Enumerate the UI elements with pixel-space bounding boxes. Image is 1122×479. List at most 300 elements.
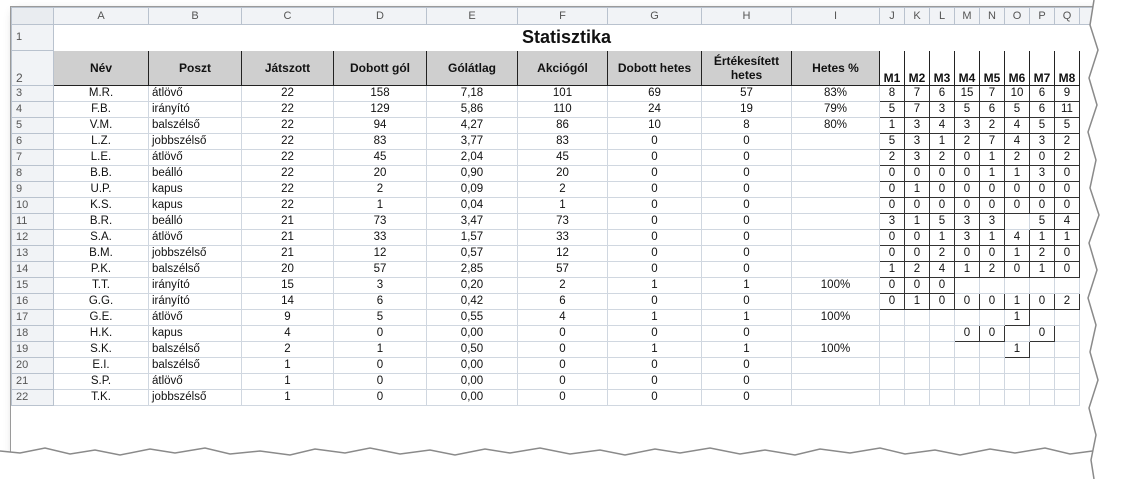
cell-scored[interactable]: 0 bbox=[702, 262, 792, 278]
cell-match[interactable]: 5 bbox=[1030, 214, 1055, 230]
cell-match[interactable] bbox=[880, 310, 905, 326]
cell-match[interactable] bbox=[1005, 326, 1030, 342]
cell-goals[interactable]: 94 bbox=[334, 118, 427, 134]
row-header[interactable]: 2 bbox=[12, 51, 54, 86]
cell-match[interactable]: 0 bbox=[980, 326, 1005, 342]
cell-name[interactable]: G.G. bbox=[54, 294, 149, 310]
cell-match[interactable]: 2 bbox=[930, 246, 955, 262]
cell-pos[interactable]: jobbszélső bbox=[149, 246, 242, 262]
cell-avg[interactable]: 0,00 bbox=[427, 374, 518, 390]
cell-match[interactable] bbox=[1030, 374, 1055, 390]
cell-match[interactable] bbox=[1055, 342, 1080, 358]
cell-avg[interactable]: 0,20 bbox=[427, 278, 518, 294]
cell-match[interactable]: 0 bbox=[1055, 166, 1080, 182]
cell-pct[interactable] bbox=[792, 246, 880, 262]
cell-name[interactable]: T.K. bbox=[54, 390, 149, 406]
cell-match[interactable]: 1 bbox=[905, 214, 930, 230]
column-header[interactable]: I bbox=[792, 8, 880, 25]
cell-pct[interactable]: 100% bbox=[792, 310, 880, 326]
row-header[interactable]: 11 bbox=[12, 214, 54, 230]
cell-match[interactable] bbox=[880, 390, 905, 406]
cell-match[interactable] bbox=[980, 342, 1005, 358]
cell-scored[interactable]: 0 bbox=[702, 182, 792, 198]
column-header[interactable] bbox=[1080, 8, 1101, 25]
cell-match[interactable] bbox=[905, 342, 930, 358]
cell-match[interactable]: 0 bbox=[980, 182, 1005, 198]
cell-scored[interactable]: 0 bbox=[702, 166, 792, 182]
cell-match[interactable]: 2 bbox=[905, 262, 930, 278]
cell-pct[interactable]: 100% bbox=[792, 342, 880, 358]
cell-played[interactable]: 21 bbox=[242, 246, 334, 262]
cell-match[interactable]: 1 bbox=[1005, 342, 1030, 358]
row-header[interactable]: 5 bbox=[12, 118, 54, 134]
cell-match[interactable] bbox=[1030, 310, 1055, 326]
cell-match[interactable] bbox=[955, 342, 980, 358]
column-header[interactable]: J bbox=[880, 8, 905, 25]
cell-pos[interactable]: balszélső bbox=[149, 262, 242, 278]
cell-scored[interactable]: 8 bbox=[702, 118, 792, 134]
cell-match[interactable]: 4 bbox=[930, 262, 955, 278]
cell-match[interactable]: 2 bbox=[980, 262, 1005, 278]
cell-avg[interactable]: 0,57 bbox=[427, 246, 518, 262]
column-title[interactable]: Név bbox=[54, 51, 149, 86]
cell-match[interactable] bbox=[1055, 278, 1080, 294]
match-column-title[interactable]: M4 bbox=[955, 51, 980, 86]
cell-match[interactable] bbox=[1055, 374, 1080, 390]
cell-avg[interactable]: 0,00 bbox=[427, 358, 518, 374]
cell-played[interactable]: 22 bbox=[242, 166, 334, 182]
cell-avg[interactable]: 0,00 bbox=[427, 390, 518, 406]
row-header[interactable]: 10 bbox=[12, 198, 54, 214]
cell-match[interactable]: 0 bbox=[1030, 326, 1055, 342]
cell-pen[interactable]: 0 bbox=[608, 214, 702, 230]
cell-match[interactable]: 1 bbox=[980, 166, 1005, 182]
cell-goals[interactable]: 20 bbox=[334, 166, 427, 182]
cell-avg[interactable]: 0,55 bbox=[427, 310, 518, 326]
cell-pos[interactable]: átlövő bbox=[149, 310, 242, 326]
cell-goals[interactable]: 33 bbox=[334, 230, 427, 246]
cell-played[interactable]: 21 bbox=[242, 230, 334, 246]
cell-match[interactable]: 3 bbox=[1030, 166, 1055, 182]
cell-action[interactable]: 101 bbox=[518, 86, 608, 102]
cell-match[interactable]: 0 bbox=[1055, 182, 1080, 198]
cell-match[interactable]: 1 bbox=[880, 118, 905, 134]
row-header[interactable]: 16 bbox=[12, 294, 54, 310]
cell-match[interactable] bbox=[905, 326, 930, 342]
cell-pct[interactable]: 100% bbox=[792, 278, 880, 294]
cell-pen[interactable]: 0 bbox=[608, 358, 702, 374]
cell-match[interactable]: 15 bbox=[955, 86, 980, 102]
cell-avg[interactable]: 0,09 bbox=[427, 182, 518, 198]
cell-avg[interactable]: 5,86 bbox=[427, 102, 518, 118]
cell-match[interactable]: 0 bbox=[930, 182, 955, 198]
cell-match[interactable]: 0 bbox=[955, 326, 980, 342]
cell-played[interactable]: 22 bbox=[242, 86, 334, 102]
cell-pen[interactable]: 69 bbox=[608, 86, 702, 102]
cell-match[interactable] bbox=[980, 310, 1005, 326]
cell-match[interactable]: 0 bbox=[1005, 182, 1030, 198]
cell-match[interactable]: 3 bbox=[955, 214, 980, 230]
cell-pct[interactable]: 83% bbox=[792, 86, 880, 102]
cell-name[interactable]: T.T. bbox=[54, 278, 149, 294]
sheet-title[interactable]: Statisztika bbox=[54, 25, 1080, 51]
cell-goals[interactable]: 0 bbox=[334, 374, 427, 390]
cell-scored[interactable]: 1 bbox=[702, 278, 792, 294]
cell-match[interactable]: 0 bbox=[1030, 198, 1055, 214]
row-header[interactable]: 19 bbox=[12, 342, 54, 358]
cell-scored[interactable]: 57 bbox=[702, 86, 792, 102]
cell-match[interactable]: 6 bbox=[1030, 102, 1055, 118]
cell-name[interactable]: K.S. bbox=[54, 198, 149, 214]
row-header[interactable]: 21 bbox=[12, 374, 54, 390]
cell-match[interactable] bbox=[980, 374, 1005, 390]
cell-goals[interactable]: 83 bbox=[334, 134, 427, 150]
cell-match[interactable]: 0 bbox=[880, 198, 905, 214]
cell-pen[interactable]: 0 bbox=[608, 246, 702, 262]
cell-action[interactable]: 2 bbox=[518, 278, 608, 294]
cell-match[interactable] bbox=[930, 342, 955, 358]
cell-avg[interactable]: 7,18 bbox=[427, 86, 518, 102]
cell-played[interactable]: 21 bbox=[242, 214, 334, 230]
cell-pos[interactable]: átlövő bbox=[149, 150, 242, 166]
cell-match[interactable]: 3 bbox=[880, 214, 905, 230]
cell-pos[interactable]: beálló bbox=[149, 166, 242, 182]
cell-scored[interactable]: 0 bbox=[702, 150, 792, 166]
cell-match[interactable]: 0 bbox=[1005, 262, 1030, 278]
cell-match[interactable]: 7 bbox=[980, 86, 1005, 102]
cell-action[interactable]: 57 bbox=[518, 262, 608, 278]
cell-action[interactable]: 1 bbox=[518, 198, 608, 214]
cell-match[interactable]: 0 bbox=[930, 198, 955, 214]
cell-match[interactable]: 5 bbox=[930, 214, 955, 230]
cell-pen[interactable]: 0 bbox=[608, 166, 702, 182]
cell-scored[interactable]: 0 bbox=[702, 134, 792, 150]
cell-name[interactable]: L.E. bbox=[54, 150, 149, 166]
cell-name[interactable]: B.B. bbox=[54, 166, 149, 182]
cell-match[interactable]: 3 bbox=[930, 102, 955, 118]
row-header[interactable]: 7 bbox=[12, 150, 54, 166]
cell-scored[interactable]: 1 bbox=[702, 342, 792, 358]
cell-avg[interactable]: 2,85 bbox=[427, 262, 518, 278]
cell-scored[interactable]: 0 bbox=[702, 390, 792, 406]
cell-scored[interactable]: 1 bbox=[702, 310, 792, 326]
cell-match[interactable] bbox=[1005, 214, 1030, 230]
cell-played[interactable]: 22 bbox=[242, 198, 334, 214]
cell-pos[interactable]: balszélső bbox=[149, 118, 242, 134]
cell-match[interactable]: 3 bbox=[1030, 134, 1055, 150]
column-title[interactable]: Hetes % bbox=[792, 51, 880, 86]
column-header[interactable]: D bbox=[334, 8, 427, 25]
row-header[interactable]: 3 bbox=[12, 86, 54, 102]
cell-match[interactable]: 0 bbox=[880, 166, 905, 182]
cell-goals[interactable]: 1 bbox=[334, 342, 427, 358]
cell-pos[interactable]: átlövő bbox=[149, 230, 242, 246]
cell-played[interactable]: 22 bbox=[242, 150, 334, 166]
cell-match[interactable] bbox=[930, 390, 955, 406]
cell-match[interactable] bbox=[955, 358, 980, 374]
cell-match[interactable]: 0 bbox=[955, 166, 980, 182]
cell-pen[interactable]: 0 bbox=[608, 390, 702, 406]
cell-match[interactable]: 0 bbox=[980, 246, 1005, 262]
cell-goals[interactable]: 0 bbox=[334, 326, 427, 342]
cell-pct[interactable] bbox=[792, 326, 880, 342]
cell-played[interactable]: 1 bbox=[242, 390, 334, 406]
row-header[interactable]: 12 bbox=[12, 230, 54, 246]
cell-match[interactable]: 3 bbox=[905, 150, 930, 166]
cell-goals[interactable]: 0 bbox=[334, 358, 427, 374]
cell-match[interactable]: 10 bbox=[1005, 86, 1030, 102]
column-header[interactable]: N bbox=[980, 8, 1005, 25]
cell-match[interactable]: 1 bbox=[880, 262, 905, 278]
cell-scored[interactable]: 19 bbox=[702, 102, 792, 118]
column-header[interactable]: H bbox=[702, 8, 792, 25]
cell-pos[interactable]: irányító bbox=[149, 278, 242, 294]
cell-action[interactable]: 0 bbox=[518, 358, 608, 374]
column-title[interactable]: Dobott hetes bbox=[608, 51, 702, 86]
cell-name[interactable]: S.K. bbox=[54, 342, 149, 358]
cell-match[interactable] bbox=[930, 374, 955, 390]
cell-action[interactable]: 12 bbox=[518, 246, 608, 262]
cell-match[interactable] bbox=[980, 358, 1005, 374]
cell-match[interactable] bbox=[955, 278, 980, 294]
cell-played[interactable]: 22 bbox=[242, 182, 334, 198]
match-column-title[interactable]: M1 bbox=[880, 51, 905, 86]
cell-pen[interactable]: 1 bbox=[608, 278, 702, 294]
row-header[interactable]: 18 bbox=[12, 326, 54, 342]
cell-pct[interactable] bbox=[792, 390, 880, 406]
cell-action[interactable]: 83 bbox=[518, 134, 608, 150]
cell-match[interactable]: 1 bbox=[1005, 246, 1030, 262]
cell-match[interactable]: 0 bbox=[1030, 294, 1055, 310]
cell-played[interactable]: 9 bbox=[242, 310, 334, 326]
cell-match[interactable] bbox=[930, 326, 955, 342]
cell-match[interactable]: 1 bbox=[980, 150, 1005, 166]
cell-pen[interactable]: 0 bbox=[608, 230, 702, 246]
column-title[interactable]: Játszott bbox=[242, 51, 334, 86]
cell-action[interactable]: 0 bbox=[518, 342, 608, 358]
cell-action[interactable]: 4 bbox=[518, 310, 608, 326]
cell-avg[interactable]: 0,90 bbox=[427, 166, 518, 182]
cell-name[interactable]: H.K. bbox=[54, 326, 149, 342]
column-header[interactable]: M bbox=[955, 8, 980, 25]
cell-match[interactable]: 0 bbox=[905, 198, 930, 214]
row-header[interactable]: 9 bbox=[12, 182, 54, 198]
cell-match[interactable]: 0 bbox=[1030, 150, 1055, 166]
match-column-title[interactable]: M3 bbox=[930, 51, 955, 86]
cell-action[interactable]: 2 bbox=[518, 182, 608, 198]
cell-name[interactable]: S.P. bbox=[54, 374, 149, 390]
cell-name[interactable]: L.Z. bbox=[54, 134, 149, 150]
cell-played[interactable]: 22 bbox=[242, 102, 334, 118]
cell-match[interactable] bbox=[1055, 358, 1080, 374]
column-header[interactable]: K bbox=[905, 8, 930, 25]
cell-match[interactable]: 2 bbox=[1005, 150, 1030, 166]
row-header[interactable]: 6 bbox=[12, 134, 54, 150]
cell-played[interactable]: 2 bbox=[242, 342, 334, 358]
cell-match[interactable] bbox=[880, 342, 905, 358]
column-header[interactable]: P bbox=[1030, 8, 1055, 25]
cell-match[interactable]: 0 bbox=[955, 294, 980, 310]
cell-scored[interactable]: 0 bbox=[702, 294, 792, 310]
cell-pct[interactable] bbox=[792, 262, 880, 278]
cell-match[interactable]: 1 bbox=[955, 262, 980, 278]
cell-match[interactable] bbox=[1030, 358, 1055, 374]
column-header[interactable]: L bbox=[930, 8, 955, 25]
cell-match[interactable] bbox=[980, 390, 1005, 406]
cell-pct[interactable] bbox=[792, 182, 880, 198]
row-header[interactable]: 22 bbox=[12, 390, 54, 406]
cell-match[interactable]: 1 bbox=[905, 182, 930, 198]
cell-match[interactable] bbox=[955, 390, 980, 406]
cell-match[interactable] bbox=[880, 326, 905, 342]
column-title[interactable]: Gólátlag bbox=[427, 51, 518, 86]
cell-played[interactable]: 1 bbox=[242, 374, 334, 390]
cell-goals[interactable]: 1 bbox=[334, 198, 427, 214]
cell-match[interactable]: 9 bbox=[1055, 86, 1080, 102]
cell-goals[interactable]: 6 bbox=[334, 294, 427, 310]
column-header[interactable]: A bbox=[54, 8, 149, 25]
cell-match[interactable]: 4 bbox=[930, 118, 955, 134]
cell-match[interactable] bbox=[905, 358, 930, 374]
cell-pos[interactable]: átlövő bbox=[149, 86, 242, 102]
cell-name[interactable]: U.P. bbox=[54, 182, 149, 198]
cell-pos[interactable]: jobbszélső bbox=[149, 134, 242, 150]
cell-goals[interactable]: 3 bbox=[334, 278, 427, 294]
cell-match[interactable]: 0 bbox=[880, 246, 905, 262]
cell-match[interactable] bbox=[905, 390, 930, 406]
cell-scored[interactable]: 0 bbox=[702, 374, 792, 390]
cell-match[interactable]: 0 bbox=[1055, 262, 1080, 278]
cell-scored[interactable]: 0 bbox=[702, 230, 792, 246]
cell-pos[interactable]: kapus bbox=[149, 182, 242, 198]
cell-match[interactable] bbox=[1055, 390, 1080, 406]
cell-match[interactable] bbox=[1055, 326, 1080, 342]
cell-match[interactable]: 0 bbox=[905, 230, 930, 246]
cell-match[interactable]: 0 bbox=[880, 182, 905, 198]
cell-match[interactable]: 0 bbox=[1005, 198, 1030, 214]
cell-match[interactable] bbox=[1005, 390, 1030, 406]
cell-avg[interactable]: 0,00 bbox=[427, 326, 518, 342]
cell-avg[interactable]: 0,50 bbox=[427, 342, 518, 358]
cell-avg[interactable]: 2,04 bbox=[427, 150, 518, 166]
cell-action[interactable]: 73 bbox=[518, 214, 608, 230]
cell-match[interactable]: 0 bbox=[955, 182, 980, 198]
cell-match[interactable]: 6 bbox=[930, 86, 955, 102]
cell-played[interactable]: 1 bbox=[242, 358, 334, 374]
cell-pct[interactable]: 80% bbox=[792, 118, 880, 134]
cell-match[interactable]: 4 bbox=[1005, 118, 1030, 134]
cell-pct[interactable] bbox=[792, 150, 880, 166]
cell-goals[interactable]: 57 bbox=[334, 262, 427, 278]
cell-match[interactable]: 0 bbox=[1030, 182, 1055, 198]
cell-match[interactable] bbox=[1030, 278, 1055, 294]
cell-match[interactable]: 0 bbox=[880, 294, 905, 310]
cell-match[interactable]: 8 bbox=[880, 86, 905, 102]
cell-pos[interactable]: kapus bbox=[149, 326, 242, 342]
cell-match[interactable] bbox=[955, 374, 980, 390]
cell-avg[interactable]: 0,04 bbox=[427, 198, 518, 214]
row-header[interactable]: 15 bbox=[12, 278, 54, 294]
cell-match[interactable]: 0 bbox=[905, 278, 930, 294]
cell-name[interactable]: B.R. bbox=[54, 214, 149, 230]
cell-match[interactable]: 1 bbox=[1005, 294, 1030, 310]
cell-match[interactable]: 2 bbox=[1055, 294, 1080, 310]
cell-played[interactable]: 15 bbox=[242, 278, 334, 294]
cell-match[interactable]: 1 bbox=[980, 230, 1005, 246]
cell-match[interactable] bbox=[1030, 390, 1055, 406]
cell-match[interactable]: 1 bbox=[1055, 230, 1080, 246]
cell-action[interactable]: 86 bbox=[518, 118, 608, 134]
select-all-corner[interactable] bbox=[12, 8, 54, 25]
cell-match[interactable]: 1 bbox=[905, 294, 930, 310]
cell-match[interactable]: 0 bbox=[980, 198, 1005, 214]
cell-match[interactable] bbox=[930, 310, 955, 326]
cell-match[interactable]: 3 bbox=[905, 118, 930, 134]
column-title[interactable]: Dobott gól bbox=[334, 51, 427, 86]
cell-action[interactable]: 0 bbox=[518, 326, 608, 342]
cell-action[interactable]: 0 bbox=[518, 390, 608, 406]
cell-pct[interactable] bbox=[792, 358, 880, 374]
cell-scored[interactable]: 0 bbox=[702, 214, 792, 230]
cell-pct[interactable] bbox=[792, 134, 880, 150]
row-header[interactable]: 20 bbox=[12, 358, 54, 374]
cell-scored[interactable]: 0 bbox=[702, 326, 792, 342]
cell-action[interactable]: 0 bbox=[518, 374, 608, 390]
column-header[interactable]: O bbox=[1005, 8, 1030, 25]
cell-name[interactable]: P.K. bbox=[54, 262, 149, 278]
cell-pos[interactable]: balszélső bbox=[149, 358, 242, 374]
cell-match[interactable]: 1 bbox=[930, 134, 955, 150]
cell-match[interactable]: 7 bbox=[905, 86, 930, 102]
cell-match[interactable]: 1 bbox=[1030, 230, 1055, 246]
cell-pos[interactable]: kapus bbox=[149, 198, 242, 214]
cell-match[interactable]: 2 bbox=[930, 150, 955, 166]
cell-pen[interactable]: 0 bbox=[608, 182, 702, 198]
row-header[interactable]: 8 bbox=[12, 166, 54, 182]
cell-match[interactable]: 7 bbox=[980, 134, 1005, 150]
cell-played[interactable]: 22 bbox=[242, 118, 334, 134]
cell-match[interactable]: 0 bbox=[1055, 198, 1080, 214]
cell-match[interactable]: 5 bbox=[880, 102, 905, 118]
cell-match[interactable]: 3 bbox=[955, 118, 980, 134]
cell-pos[interactable]: jobbszélső bbox=[149, 390, 242, 406]
cell-pct[interactable] bbox=[792, 374, 880, 390]
cell-name[interactable]: E.I. bbox=[54, 358, 149, 374]
cell-match[interactable] bbox=[880, 358, 905, 374]
cell-scored[interactable]: 0 bbox=[702, 198, 792, 214]
column-title[interactable]: Akciógól bbox=[518, 51, 608, 86]
cell-played[interactable]: 14 bbox=[242, 294, 334, 310]
cell-match[interactable]: 0 bbox=[930, 294, 955, 310]
cell-match[interactable]: 0 bbox=[880, 230, 905, 246]
cell-pen[interactable]: 0 bbox=[608, 326, 702, 342]
cell-match[interactable] bbox=[905, 374, 930, 390]
cell-pct[interactable] bbox=[792, 294, 880, 310]
cell-played[interactable]: 4 bbox=[242, 326, 334, 342]
cell-match[interactable]: 11 bbox=[1055, 102, 1080, 118]
cell-match[interactable]: 0 bbox=[955, 150, 980, 166]
column-header[interactable]: Q bbox=[1055, 8, 1080, 25]
cell-played[interactable]: 22 bbox=[242, 134, 334, 150]
cell-match[interactable]: 2 bbox=[1055, 134, 1080, 150]
column-header[interactable]: B bbox=[149, 8, 242, 25]
column-title[interactable]: Értékesített hetes bbox=[702, 51, 792, 86]
cell-goals[interactable]: 45 bbox=[334, 150, 427, 166]
cell-match[interactable]: 2 bbox=[1030, 246, 1055, 262]
cell-pos[interactable]: beálló bbox=[149, 214, 242, 230]
cell-pen[interactable]: 0 bbox=[608, 134, 702, 150]
cell-action[interactable]: 33 bbox=[518, 230, 608, 246]
